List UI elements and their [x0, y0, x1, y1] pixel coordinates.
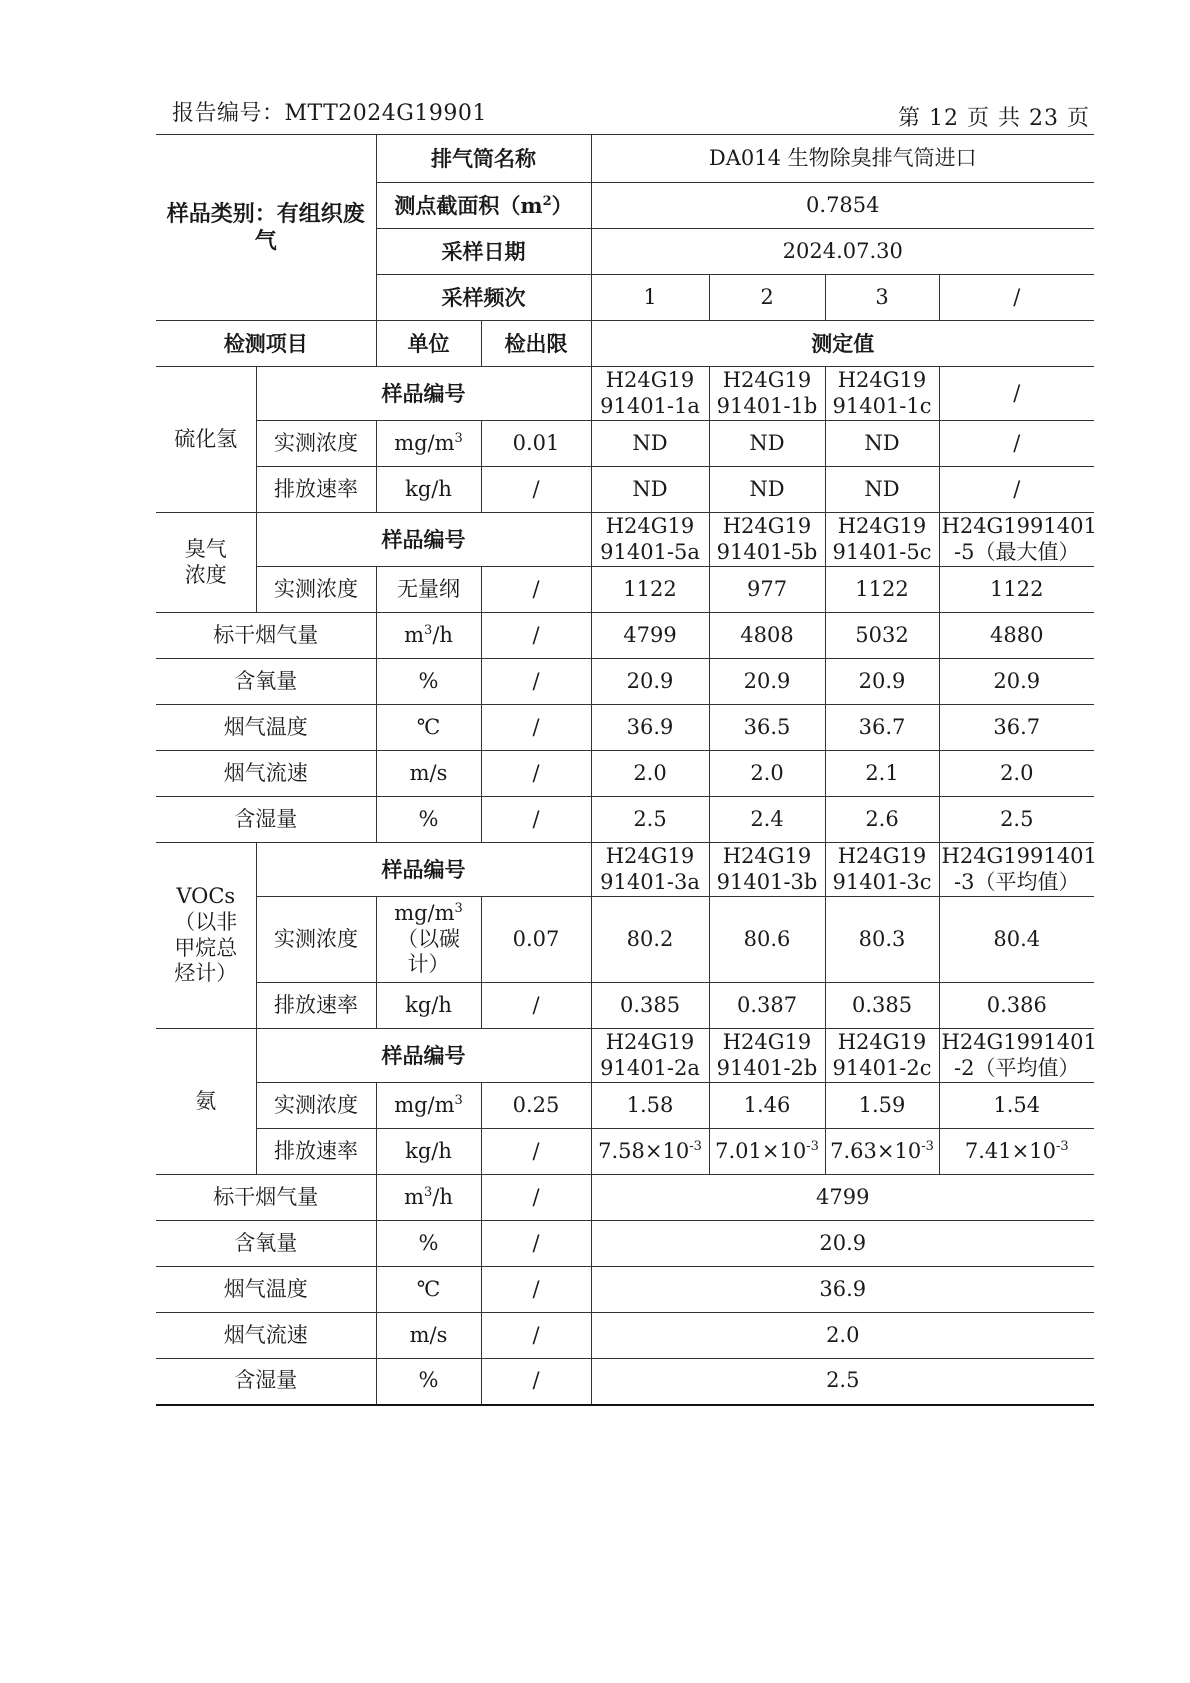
param-row: [156, 1221, 1094, 1267]
odor-id-2: H24G19 91401-5b: [709, 513, 825, 567]
vocs-name: VOCs （以非 甲烷总 烃计）: [156, 843, 256, 1029]
param-unit: $m^3/h$: [376, 1175, 481, 1221]
param-row: [156, 1313, 1094, 1359]
param-value: 2.0: [939, 751, 1094, 797]
h2s-conc-row: [156, 421, 1094, 467]
param-value: 4799: [591, 1175, 1094, 1221]
freq-label: 采样频次: [376, 275, 591, 321]
h2s-name: 硫化氢: [156, 367, 256, 513]
odor-conc-unit: 无量纲: [376, 567, 481, 613]
report-number: 报告编号：MTT2024G19901: [172, 101, 487, 126]
area-label: 测点截面积$(m^2)$: [376, 183, 591, 229]
param-limit: /: [481, 1359, 591, 1405]
h2s-rate-row: [156, 467, 1094, 513]
h2s-id-3: H24G19 91401-1c: [825, 367, 939, 421]
sample-no-label: 样品编号: [256, 843, 591, 897]
h2s-rate-unit: kg/h: [376, 467, 481, 513]
odor-conc-2: 977: [709, 567, 825, 613]
param-value: 36.9: [591, 1267, 1094, 1313]
param-limit: /: [481, 797, 591, 843]
freq-1: 1: [591, 275, 709, 321]
h2s-conc-unit: $mg/m^3$: [376, 421, 481, 467]
odor-id-1: H24G19 91401-5a: [591, 513, 709, 567]
nh3-rate-limit: /: [481, 1129, 591, 1175]
stack-name-value: DA014 生物除臭排气筒进口: [591, 135, 1094, 183]
param-unit: ℃: [376, 705, 481, 751]
param-name: 标干烟气量: [156, 613, 376, 659]
h2s-conc-4: /: [939, 421, 1094, 467]
param-value: 20.9: [591, 659, 709, 705]
vocs-sample-row: [156, 843, 1094, 897]
param-value: 20.9: [825, 659, 939, 705]
h2s-id-4: /: [939, 367, 1094, 421]
odor-conc-3: 1122: [825, 567, 939, 613]
param-limit: /: [481, 1221, 591, 1267]
param-name: 烟气温度: [156, 705, 376, 751]
nh3-rate-row: [156, 1129, 1094, 1175]
vocs-conc-4: 80.4: [939, 897, 1094, 983]
param-unit: %: [376, 1359, 481, 1405]
param-value: 36.9: [591, 705, 709, 751]
param-limit: /: [481, 613, 591, 659]
param-name: 含湿量: [156, 1359, 376, 1405]
param-value: 5032: [825, 613, 939, 659]
param-row: [156, 797, 1094, 843]
nh3-name: 氨: [156, 1029, 256, 1175]
measured-conc-label: 实测浓度: [256, 1083, 376, 1129]
param-value: 2.5: [591, 1359, 1094, 1405]
param-limit: /: [481, 705, 591, 751]
param-unit: m/s: [376, 1313, 481, 1359]
param-value: 2.1: [825, 751, 939, 797]
param-name: 烟气温度: [156, 1267, 376, 1313]
param-value: 20.9: [591, 1221, 1094, 1267]
h2s-conc-limit: 0.01: [481, 421, 591, 467]
h2s-rate-3: ND: [825, 467, 939, 513]
odor-id-4: H24G1991401 -5（最大值）: [939, 513, 1094, 567]
param-limit: /: [481, 1267, 591, 1313]
emission-rate-label: 排放速率: [256, 1129, 376, 1175]
h2s-sample-row: [156, 367, 1094, 421]
freq-3: 3: [825, 275, 939, 321]
nh3-conc-1: 1.58: [591, 1083, 709, 1129]
vocs-conc-row: [156, 897, 1094, 983]
nh3-rate-unit: kg/h: [376, 1129, 481, 1175]
nh3-conc-4: 1.54: [939, 1083, 1094, 1129]
measured-conc-label: 实测浓度: [256, 897, 376, 983]
vocs-conc-1: 80.2: [591, 897, 709, 983]
sample-no-label: 样品编号: [256, 513, 591, 567]
odor-conc-limit: /: [481, 567, 591, 613]
param-row: [156, 613, 1094, 659]
h2s-rate-2: ND: [709, 467, 825, 513]
nh3-rate-3: $7.63\times 10^{-3}$: [825, 1129, 939, 1175]
h2s-rate-4: /: [939, 467, 1094, 513]
emission-rate-label: 排放速率: [256, 983, 376, 1029]
nh3-conc-3: 1.59: [825, 1083, 939, 1129]
param-value: 36.7: [825, 705, 939, 751]
page-info: 第 12 页 共 23 页: [898, 106, 1090, 131]
param-name: 标干烟气量: [156, 1175, 376, 1221]
nh3-conc-limit: 0.25: [481, 1083, 591, 1129]
nh3-conc-unit: $mg/m^3$: [376, 1083, 481, 1129]
param-row: [156, 1359, 1094, 1405]
param-row: [156, 1267, 1094, 1313]
odor-name: 臭气 浓度: [156, 513, 256, 613]
vocs-rate-4: 0.386: [939, 983, 1094, 1029]
param-row: [156, 659, 1094, 705]
col-item: 检测项目: [156, 321, 376, 367]
param-name: 含氧量: [156, 659, 376, 705]
param-value: 4799: [591, 613, 709, 659]
area-value: 0.7854: [591, 183, 1094, 229]
vocs-conc-3: 80.3: [825, 897, 939, 983]
sample-no-label: 样品编号: [256, 367, 591, 421]
vocs-rate-2: 0.387: [709, 983, 825, 1029]
param-row: [156, 1175, 1094, 1221]
nh3-sample-row: [156, 1029, 1094, 1083]
measured-conc-label: 实测浓度: [256, 421, 376, 467]
h2s-conc-1: ND: [591, 421, 709, 467]
vocs-rate-1: 0.385: [591, 983, 709, 1029]
report-table: [156, 134, 1097, 1406]
param-value: 2.0: [591, 751, 709, 797]
freq-4: /: [939, 275, 1094, 321]
emission-rate-label: 排放速率: [256, 467, 376, 513]
date-value: 2024.07.30: [591, 229, 1094, 275]
column-header-row: [156, 321, 1094, 367]
param-value: 36.7: [939, 705, 1094, 751]
odor-conc-row: [156, 567, 1094, 613]
param-value: 20.9: [939, 659, 1094, 705]
vocs-id-4: H24G1991401 -3（平均值）: [939, 843, 1094, 897]
param-value: 2.6: [825, 797, 939, 843]
param-name: 烟气流速: [156, 751, 376, 797]
odor-conc-4: 1122: [939, 567, 1094, 613]
param-unit: %: [376, 797, 481, 843]
param-limit: /: [481, 659, 591, 705]
vocs-rate-3: 0.385: [825, 983, 939, 1029]
nh3-conc-row: [156, 1083, 1094, 1129]
measured-conc-label: 实测浓度: [256, 567, 376, 613]
param-value: 4808: [709, 613, 825, 659]
col-value: 测定值: [591, 321, 1094, 367]
h2s-id-1: H24G19 91401-1a: [591, 367, 709, 421]
sample-no-label: 样品编号: [256, 1029, 591, 1083]
odor-id-3: H24G19 91401-5c: [825, 513, 939, 567]
freq-2: 2: [709, 275, 825, 321]
odor-conc-1: 1122: [591, 567, 709, 613]
param-unit: $m^3/h$: [376, 613, 481, 659]
param-unit: %: [376, 1221, 481, 1267]
param-value: 2.0: [709, 751, 825, 797]
param-limit: /: [481, 1313, 591, 1359]
param-name: 含湿量: [156, 797, 376, 843]
vocs-rate-unit: kg/h: [376, 983, 481, 1029]
nh3-conc-2: 1.46: [709, 1083, 825, 1129]
vocs-id-3: H24G19 91401-3c: [825, 843, 939, 897]
h2s-rate-1: ND: [591, 467, 709, 513]
param-value: 20.9: [709, 659, 825, 705]
vocs-conc-2: 80.6: [709, 897, 825, 983]
param-value: 2.4: [709, 797, 825, 843]
nh3-rate-1: $7.58\times 10^{-3}$: [591, 1129, 709, 1175]
nh3-id-3: H24G19 91401-2c: [825, 1029, 939, 1083]
vocs-conc-unit: $mg/m^3$ （以碳 计）: [376, 897, 481, 983]
col-limit: 检出限: [481, 321, 591, 367]
nh3-id-4: H24G1991401 -2（平均值）: [939, 1029, 1094, 1083]
col-unit: 单位: [376, 321, 481, 367]
param-limit: /: [481, 1175, 591, 1221]
sample-category: 样品类别：有组织废气: [156, 135, 376, 321]
param-unit: m/s: [376, 751, 481, 797]
nh3-id-2: H24G19 91401-2b: [709, 1029, 825, 1083]
param-row: [156, 751, 1094, 797]
odor-sample-row: [156, 513, 1094, 567]
param-value: 2.5: [591, 797, 709, 843]
h2s-conc-3: ND: [825, 421, 939, 467]
nh3-id-1: H24G19 91401-2a: [591, 1029, 709, 1083]
param-value: 2.0: [591, 1313, 1094, 1359]
param-value: 2.5: [939, 797, 1094, 843]
param-name: 烟气流速: [156, 1313, 376, 1359]
vocs-id-2: H24G19 91401-3b: [709, 843, 825, 897]
h2s-id-2: H24G19 91401-1b: [709, 367, 825, 421]
stack-name-row: [156, 135, 1094, 183]
nh3-rate-2: $7.01\times 10^{-3}$: [709, 1129, 825, 1175]
vocs-rate-row: [156, 983, 1094, 1029]
vocs-conc-limit: 0.07: [481, 897, 591, 983]
h2s-conc-2: ND: [709, 421, 825, 467]
param-row: [156, 705, 1094, 751]
stack-name-label: 排气筒名称: [376, 135, 591, 183]
param-unit: ℃: [376, 1267, 481, 1313]
param-value: 4880: [939, 613, 1094, 659]
param-value: 36.5: [709, 705, 825, 751]
vocs-rate-limit: /: [481, 983, 591, 1029]
param-unit: %: [376, 659, 481, 705]
param-name: 含氧量: [156, 1221, 376, 1267]
date-label: 采样日期: [376, 229, 591, 275]
h2s-rate-limit: /: [481, 467, 591, 513]
nh3-rate-4: $7.41\times 10^{-3}$: [939, 1129, 1094, 1175]
vocs-id-1: H24G19 91401-3a: [591, 843, 709, 897]
param-limit: /: [481, 751, 591, 797]
